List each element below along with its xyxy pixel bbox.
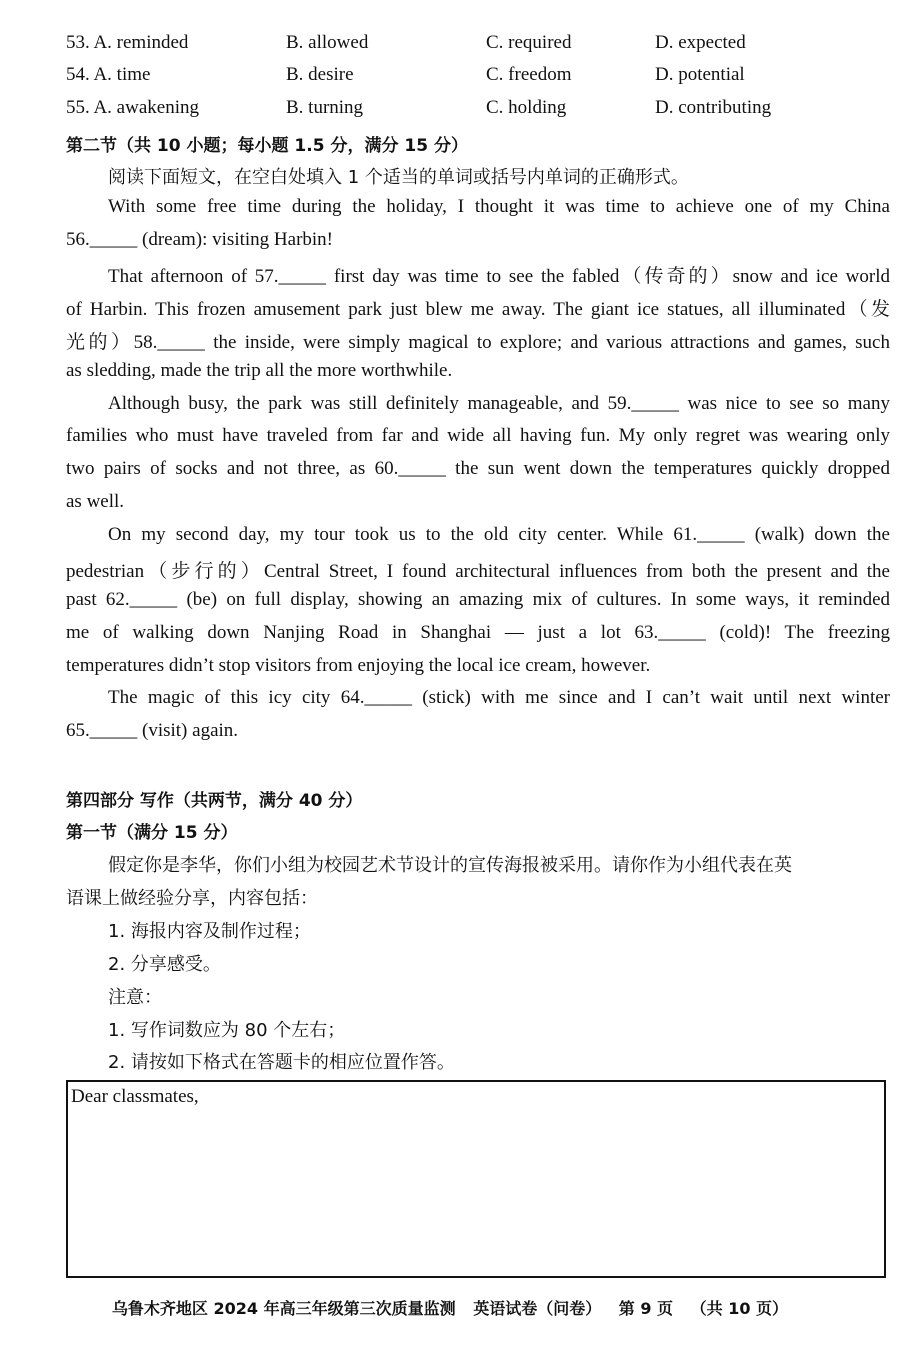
- passage-line: me of walking down Nanjing Road in Shanghai — just a lot 63._____ (cold)! The freezing: [66, 622, 890, 643]
- passage-line: families who must have traveled from far and wide all having fun. My only regret was wearing only: [66, 425, 890, 446]
- option-c: C. required: [486, 32, 572, 53]
- part4-heading: 第四部分 写作（共两节，满分 40 分）: [66, 791, 363, 811]
- footer-subject: 英语试卷（问卷）: [473, 1299, 602, 1318]
- section2-heading: 第二节（共 10 小题；每小题 1.5 分，满分 15 分）: [66, 136, 468, 156]
- note-item: 2. 请按如下格式在答题卡的相应位置作答。: [108, 1052, 455, 1073]
- passage-line: The magic of this icy city 64._____ (stick) with me since and I can’t wait until next winter: [108, 687, 890, 708]
- writing-task-line: 语课上做经验分享，内容包括：: [66, 888, 318, 909]
- passage-line: With some free time during the holiday, I thought it was time to achieve one of my China: [108, 196, 890, 217]
- writing-point: 2. 分享感受。: [108, 954, 221, 975]
- option-a: 53. A. reminded: [66, 32, 189, 53]
- answer-box[interactable]: [66, 1080, 886, 1278]
- part4-sub-heading: 第一节（满分 15 分）: [66, 823, 238, 843]
- passage-line: as sledding, made the trip all the more worthwhile.: [66, 360, 453, 381]
- writing-point: 1. 海报内容及制作过程；: [108, 921, 311, 942]
- option-a: 55. A. awakening: [66, 97, 199, 118]
- option-d: D. contributing: [655, 97, 772, 118]
- passage-line: Although busy, the park was still definitely manageable, and 59._____ was nice to see so many: [108, 393, 890, 414]
- option-a: 54. A. time: [66, 64, 151, 85]
- passage-line: two pairs of socks and not three, as 60._____ the sun went down the temperatures quickly dropped: [66, 458, 890, 479]
- passage-line: That afternoon of 57._____ first day was time to see the fabled（传奇的）snow and ice world: [108, 266, 890, 287]
- footer-page-total: （共 10 页）: [690, 1299, 789, 1318]
- section2-instruction: 阅读下面短文，在空白处填入 1 个适当的单词或括号内单词的正确形式。: [108, 167, 689, 188]
- passage-line: 65._____ (visit) again.: [66, 720, 239, 741]
- option-c: C. freedom: [486, 64, 572, 85]
- note-item: 1. 写作词数应为 80 个左右；: [108, 1020, 346, 1041]
- passage-line: On my second day, my tour took us to the old city center. While 61._____ (walk) down the: [108, 524, 890, 545]
- footer-exam-title: 乌鲁木齐地区 2024 年高三年级第三次质量监测: [111, 1299, 456, 1318]
- option-b: B. desire: [286, 64, 354, 85]
- passage-line: temperatures didn’t stop visitors from enjoying the local ice cream, however.: [66, 655, 651, 676]
- passage-line: 光的）58._____ the inside, were simply magical to explore; and various attractions and games, such: [66, 332, 890, 353]
- option-b: B. turning: [286, 97, 364, 118]
- option-c: C. holding: [486, 97, 567, 118]
- passage-line: of Harbin. This frozen amusement park just blew me away. The giant ice statues, all illuminated（发: [66, 299, 890, 320]
- option-d: D. potential: [655, 64, 745, 85]
- passage-line: as well.: [66, 491, 125, 512]
- passage-line: past 62._____ (be) on full display, showing an amazing mix of cultures. In some ways, it reminded: [66, 589, 890, 610]
- writing-task-line: 假定你是李华，你们小组为校园艺术节设计的宣传海报被采用。请你作为小组代表在英: [108, 855, 792, 876]
- note-label: 注意：: [108, 987, 162, 1008]
- footer-page-number: 第 9 页: [618, 1299, 674, 1318]
- letter-greeting: Dear classmates,: [71, 1086, 199, 1107]
- passage-line: pedestrian（步行的）Central Street, I found architectural influences from both the present and the: [66, 561, 890, 582]
- option-d: D. expected: [655, 32, 746, 53]
- page-footer: [0, 1296, 900, 1319]
- option-b: B. allowed: [286, 32, 369, 53]
- passage-line: 56._____ (dream): visiting Harbin!: [66, 229, 334, 250]
